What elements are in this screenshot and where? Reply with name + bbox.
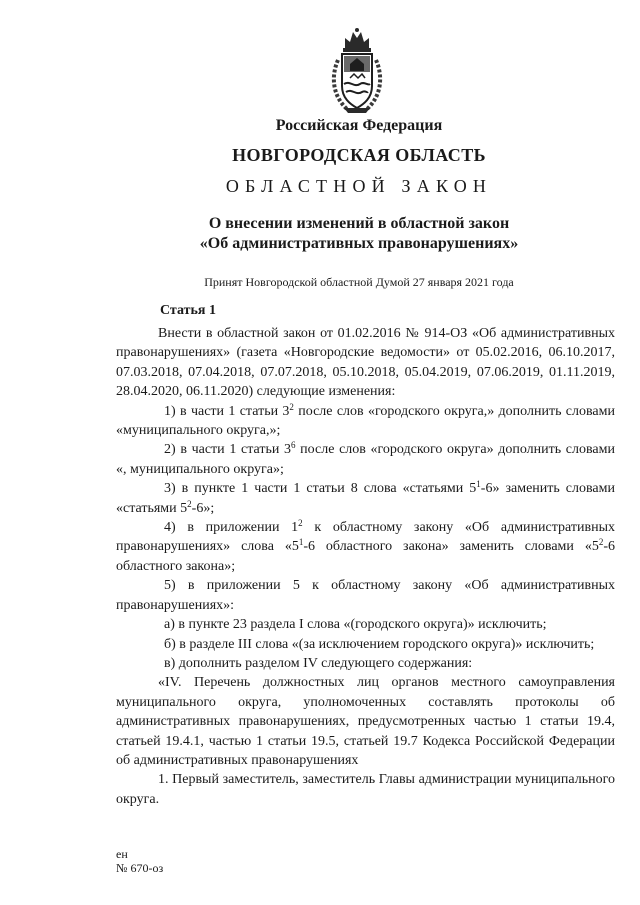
list-item-5: 5) в приложении 5 к областному закону «Об административных правонарушениях»: [116,578,615,613]
section-iv-heading: «IV. Перечень должностных лиц органов местного самоуправления муниципального округа, уполномоченных составлять протоколы об административных правонарушениях, предусмотренных частью 1 статьи 19.4, статьей 19.4.1, частью 1 статьи 19.5, статьей 19.7 Кодекса Российской Федерации об административных правонарушениях [116,675,615,768]
law-title-line-2: «Об административных правонарушениях» [199,235,519,252]
list-item-5v: в) дополнить разделом IV следующего содержания: [164,655,473,671]
executor-initials: ен [116,847,128,861]
list-item-4: 4) в приложении $1^2$ к областному закону «Об административных правонарушениях» слова «$5^1-6$ областного закона» заменить словами «$5^2-6$ областного закона»; [116,518,616,574]
document-kind: ОБЛАСТНОЙ ЗАКОН [225,176,493,196]
law-title-line-1: О внесении изменений в областной закон [208,215,510,232]
list-item-1: 1) в части 1 статьи $3^2$ после слов «городского округа,» дополнить словами «муниципального округа,»; [116,401,615,439]
list-item-5a: а) в пункте 23 раздела I слова «(городского округа)» исключить; [164,617,547,633]
intro-paragraph: Внести в областной закон от 01.02.2016 № 914-ОЗ «Об административных правонарушениях» (газета «Новгородские ведомости» от 05.02.2016, 06.10.2017, 07.03.2018, 07.04.2018, 07.07.2018, 05.10.2018, 05.04.2019, 07.06.2019, 01.11.2019, 28.04.2020, 06.11.2020) следующие изменения: [116,326,615,400]
list-item-2: 2) в части 1 статьи $3^6$ после слов «городского округа» дополнить словами «, муниципального округа»; [116,440,616,477]
list-item-5b: б) в разделе III слова «(за исключением городского округа)» исключить; [164,636,595,652]
article-body [116,324,615,809]
region-heading: НОВГОРОДСКАЯ ОБЛАСТЬ [232,145,486,165]
document-number: № 670-оз [116,861,164,875]
adoption-note: Принят Новгородской областной Думой 27 января 2021 года [204,275,514,289]
document-footer [116,847,163,875]
section-iv-item-1: 1. Первый заместитель, заместитель Главы администрации муниципального округа. [116,772,615,807]
coat-of-arms-icon [328,26,386,114]
article-heading: Статья 1 [160,303,216,318]
federation-heading: Российская Федерация [275,117,443,134]
list-item-3: 3) в пункте 1 части 1 статьи 8 слова «статьями $5^1-6$» заменить словами «статьями $5^2-6$»; [116,479,615,516]
